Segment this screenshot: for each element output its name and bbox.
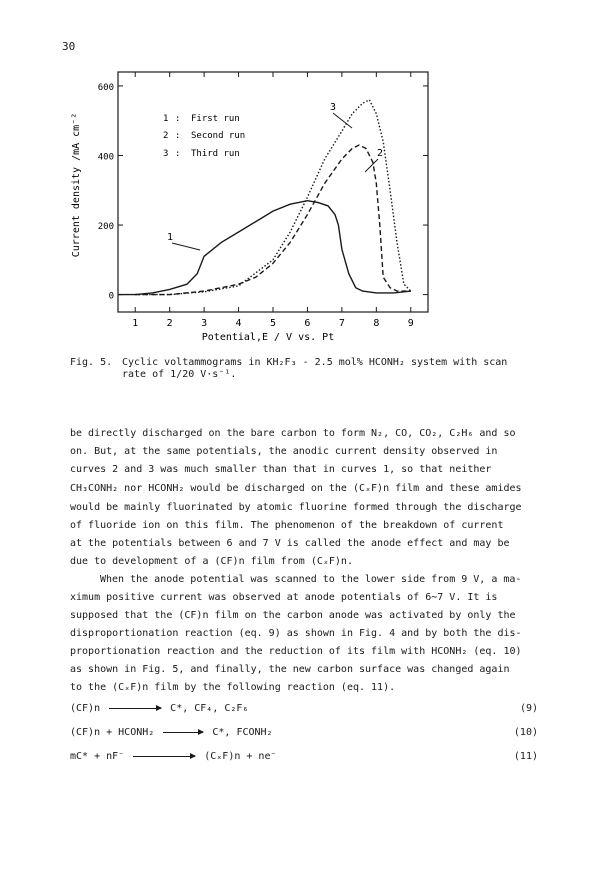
equation-9 [70,703,248,714]
y-tick-label: 0 [108,291,114,302]
equation-lhs: (CF)n [70,703,101,714]
y-axis-label: Current density /mA cm⁻² [71,112,82,258]
y-tick-label: 600 [97,82,114,93]
reaction-arrow-icon [133,756,195,757]
reaction-arrow-icon [109,708,161,709]
text-line: on. But, at the same potentials, the anodic current density observed in [70,446,498,457]
curve-callouts [167,102,383,250]
legend-sep-1: : [175,114,181,124]
chart-series [118,100,411,295]
x-tick-label: 5 [269,318,277,329]
x-tick-label: 6 [304,318,311,329]
equation-10 [70,727,273,738]
text-line: ximum positive current was observed at anode potentials of 6∼7 V. It is [70,592,498,603]
legend-num-1: 1 [163,114,169,124]
reaction-arrow-icon [163,732,203,733]
callout-label-3: 3 [330,102,337,113]
x-axis-label: Potential,E / V vs. Pt [201,332,335,343]
callout-label-1: 1 [167,232,174,243]
text-line: curves 2 and 3 was much smaller than that in curves 1, so that neither [70,464,492,475]
text-line: to the (CₓF)n film by the following reaction (eq. 11). [70,682,396,693]
equation-rhs: C*, FCONH₂ [212,727,273,738]
x-tick-label: 4 [235,318,242,329]
chart-axes [118,72,428,312]
x-tick-label: 8 [373,318,380,329]
legend-sep-3: : [175,149,181,159]
legend-entry-1: First run [191,114,240,124]
equation-rhs: C*, CF₄, C₂F₆ [170,703,249,714]
x-tick-label: 1 [132,318,139,329]
x-tick-label: 3 [201,318,208,329]
equation-rhs: (CₓF)n + ne⁻ [204,751,277,762]
chart-legend [163,114,245,159]
callout-label-2: 2 [377,148,384,159]
text-line: as shown in Fig. 5, and finally, the new carbon surface was changed again [70,664,510,675]
text-line: proportionation reaction and the reduction of its film with HCONH₂ (eq. 10) [70,646,522,657]
text-line: When the anode potential was scanned to the lower side from 9 V, a ma- [100,574,522,585]
equation-11 [70,751,277,762]
text-line: would be mainly fluorinated by atomic fluorine formed through the discharge [70,502,522,513]
equation-number: (10) [513,727,538,738]
series-line-1 [118,201,411,295]
legend-entry-2: Second run [191,131,246,141]
callout-arrow-3 [333,113,352,128]
equation-lhs: (CF)n + HCONH₂ [70,727,155,738]
legend-entry-3: Third run [191,149,240,159]
x-tick-label: 9 [407,318,414,329]
equation-number: (11) [513,751,538,762]
text-line: due to development of a (CF)n film from (CₓF)n. [70,556,353,567]
equation-number: (9) [519,703,538,714]
caption-label: Fig. 5. [70,357,113,368]
text-line: of fluoride ion on this film. The phenomenon of the breakdown of current [70,520,504,531]
caption-line-2: rate of 1/20 V·s⁻¹. [122,369,237,380]
x-tick-label: 2 [166,318,173,329]
y-tick-label: 200 [97,222,114,233]
cyclic-voltammogram-chart [0,0,593,350]
caption-line-1: Cyclic voltammograms in KH₂F₃ - 2.5 mol% HCONH₂ system with scan [122,357,508,368]
text-line: supposed that the (CF)n film on the carbon anode was activated by only the [70,610,516,621]
text-line: CH₃CONH₂ nor HCONH₂ would be discharged on the (CₓF)n film and these amides [70,483,522,494]
legend-num-3: 3 [163,149,169,159]
text-line: at the potentials between 6 and 7 V is called the anode effect and may be [70,538,510,549]
page-number: 30 [62,40,76,53]
chart-ticks [98,72,428,329]
text-line: disproportionation reaction (eq. 9) as shown in Fig. 4 and by both the dis- [70,628,522,639]
callout-arrow-1 [172,243,200,250]
y-tick-label: 400 [97,152,114,163]
equation-lhs: mC* + nF⁻ [70,751,125,762]
x-tick-label: 7 [338,318,345,329]
legend-num-2: 2 [163,131,169,141]
plot-frame [118,72,428,312]
series-line-3 [135,100,411,295]
legend-sep-2: : [175,131,181,141]
text-line: be directly discharged on the bare carbon to form N₂, CO, CO₂, C₂H₆ and so [70,428,516,439]
